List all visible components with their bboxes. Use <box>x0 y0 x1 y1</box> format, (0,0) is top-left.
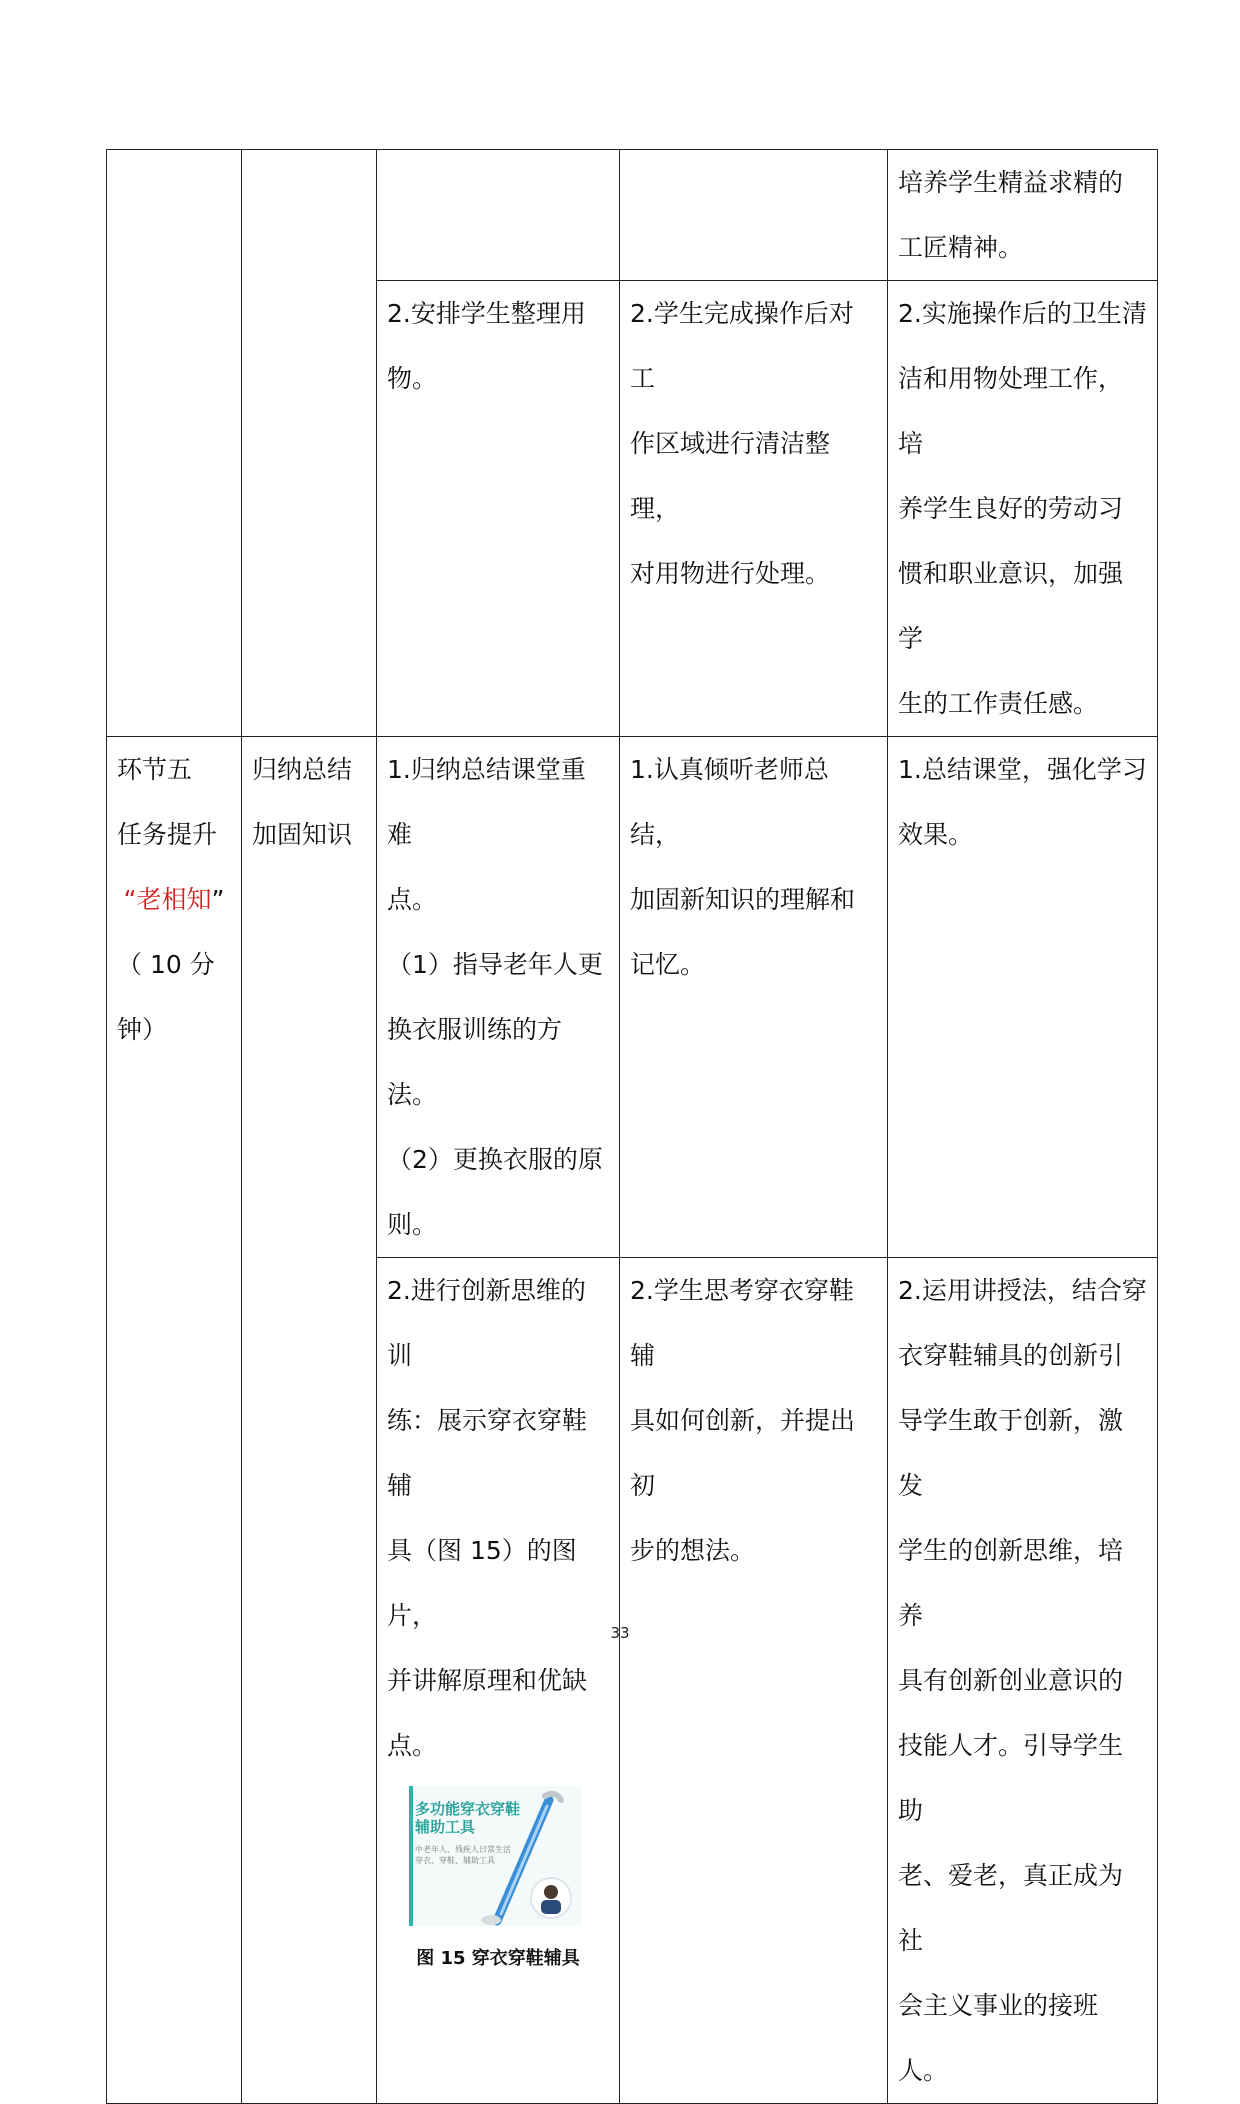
text-line: 加固新知识的理解和 <box>630 885 856 914</box>
text-line: 生的工作责任感。 <box>898 689 1099 718</box>
figure-caption: 图 15 穿衣穿鞋辅具 <box>416 1948 580 1969</box>
text-line: 步的想法。 <box>630 1536 756 1565</box>
text-line: 2.运用讲授法，结合穿 <box>898 1276 1147 1305</box>
text-line: 工匠精神。 <box>898 233 1024 262</box>
text-line: 点。 <box>387 885 438 914</box>
text-line: 1.认真倾听老师总结， <box>630 755 829 849</box>
text-line: 具如何创新，并提出初 <box>630 1406 856 1500</box>
text-line: 对用物进行处理。 <box>630 559 831 588</box>
text-line: 1.总结课堂，强化学习 <box>898 755 1147 784</box>
text-line: 记忆。 <box>630 950 706 979</box>
dressing-aid-figure <box>409 1786 581 1926</box>
stage-topic <box>117 867 231 932</box>
text-line: 技能人才。引导学生助 <box>898 1731 1124 1825</box>
page-number: 33 <box>610 1624 630 1642</box>
text-line: 1.归纳总结课堂重难 <box>387 755 586 849</box>
text-line: 加固知识 <box>252 820 353 849</box>
text-line: 学生的创新思维，培养 <box>898 1536 1124 1630</box>
cell-design-intent <box>888 1258 1158 2104</box>
figure-title-line: 辅助工具 <box>415 1818 476 1836</box>
text-line: 练：展示穿衣穿鞋辅 <box>387 1406 588 1500</box>
text-line: 效果。 <box>898 820 974 849</box>
cell-stage <box>107 737 242 2104</box>
cell-student-activity <box>620 150 888 281</box>
text-line: 则。 <box>387 1210 438 1239</box>
text-line: 2.进行创新思维的训 <box>387 1276 586 1370</box>
topic-name: 老相知 <box>136 885 212 914</box>
cell-student-activity <box>620 737 888 1258</box>
cell-design-intent <box>888 281 1158 737</box>
quote-open: “ <box>123 885 137 914</box>
text-line: 作区域进行清洁整理， <box>630 429 831 523</box>
table-row <box>107 150 1158 281</box>
text-line: （1）指导老年人更 <box>387 950 603 979</box>
cell-student-activity <box>620 281 888 737</box>
quote-close: ” <box>211 885 225 914</box>
text-line: 养学生良好的劳动习 <box>898 494 1124 523</box>
text-line: 点。 <box>387 1731 438 1760</box>
cell-teacher-activity <box>377 281 620 737</box>
cell-teacher-activity <box>377 150 620 281</box>
text-line: 导学生敢于创新，激发 <box>898 1406 1124 1500</box>
text-line: 物。 <box>387 364 438 393</box>
cell-content-continued <box>242 150 377 737</box>
cell-design-intent <box>888 150 1158 281</box>
stage-label: 任务提升 <box>117 820 218 849</box>
figure-title <box>415 1800 520 1836</box>
cell-student-activity <box>620 1258 888 2104</box>
text-line: 衣穿鞋辅具的创新引 <box>898 1341 1124 1370</box>
stage-duration: 钟） <box>117 1015 168 1044</box>
text-line: 换衣服训练的方法。 <box>387 1015 563 1109</box>
text-line: （2）更换衣服的原 <box>387 1145 603 1174</box>
figure-subtitle-line: 穿衣、穿鞋、辅助工具 <box>415 1856 495 1865</box>
cell-teacher-activity <box>377 1258 620 2104</box>
text-line: 惯和职业意识，加强学 <box>898 559 1124 653</box>
text-line: 具（图 15）的图片， <box>387 1536 577 1630</box>
cell-content <box>242 737 377 2104</box>
figure-subtitle <box>415 1844 511 1866</box>
cell-design-intent <box>888 737 1158 1258</box>
lesson-plan-table <box>106 149 1158 2104</box>
text-line: 洁和用物处理工作，培 <box>898 364 1124 458</box>
text-line: 2.学生思考穿衣穿鞋辅 <box>630 1276 854 1370</box>
figure-title-line: 多功能穿衣穿鞋 <box>415 1800 521 1818</box>
text-line: 老、爱老，真正成为社 <box>898 1861 1124 1955</box>
text-line: 2.实施操作后的卫生清 <box>898 299 1147 328</box>
text-line: 2.学生完成操作后对工 <box>630 299 854 393</box>
stage-duration: （ 10 分 <box>117 950 215 979</box>
text-line: 归纳总结 <box>252 755 353 784</box>
text-line: 具有创新创业意识的 <box>898 1666 1124 1695</box>
text-line: 会主义事业的接班人。 <box>898 1991 1099 2085</box>
table-row <box>107 737 1158 1258</box>
figure-subtitle-line: 中老年人、残疾人日常生活 <box>415 1845 511 1854</box>
text-line: 培养学生精益求精的 <box>898 168 1124 197</box>
stage-label: 环节五 <box>117 755 193 784</box>
cell-stage-continued <box>107 150 242 737</box>
text-line: 2.安排学生整理用 <box>387 299 586 328</box>
text-line: 并讲解原理和优缺 <box>387 1666 588 1695</box>
cell-teacher-activity <box>377 737 620 1258</box>
